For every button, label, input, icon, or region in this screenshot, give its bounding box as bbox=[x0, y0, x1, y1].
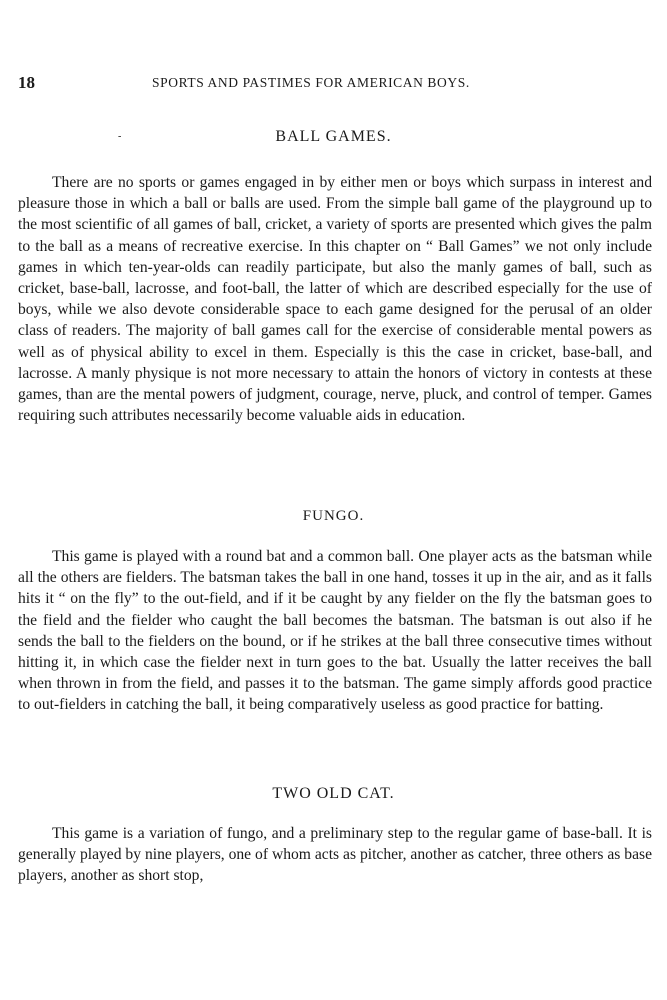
paragraph-two-old-cat: This game is a variation of fungo, and a preliminary step to the regular game of base-ball. It is generally played by nine players, one of whom acts as pitcher, another as catcher, three others as base players, another as short stop, bbox=[18, 825, 652, 885]
section-heading-fungo: FUNGO. bbox=[302, 508, 365, 524]
stray-print-mark: - bbox=[118, 131, 122, 142]
paragraph-fungo: This game is played with a round bat and a common ball. One player acts as the batsman while all the others are fielders. The batsman takes the ball in one hand, tosses it up in the air, and as it falls hits it “ on the fly” to the out-field, and if it be caught by any fielder on the fly the batsman goes to the field and the fielder who caught the ball becomes the batsman. The batsman is out also if he sends the ball to the fielders on the bound, or if he strikes at the ball three consecutive times without hitting it, in which case the fielder next in turn goes to the bat. Usually the latter receives the ball when thrown in from the field, and passes it to the batsman. The game simply affords good practice to out-fielders in catching the ball, it being comparatively useless as good practice for batting. bbox=[18, 548, 652, 714]
paragraph-ball-games: There are no sports or games engaged in by either men or boys which surpass in interest and pleasure those in which a ball or balls are used. From the simple ball game of the playground up to the most scientific of all games of ball, cricket, a variety of sports are presented which gives the palm to the ball as a means of recreative exercise. In this chapter on “ Ball Games” we not only include games in which ten-year-olds can readily participate, but also the manly games of ball, such as cricket, base-ball, lacrosse, and foot-ball, the latter of which are described especially for the use of boys, while we also devote considerable space to each game designed for the perusal of an older class of readers. The majority of ball games call for the exercise of considerable mental powers as well as of physical ability to excel in them. Especially is this the case in cricket, base-ball, and lacrosse. A manly physique is not more necessary to attain the honors of victory in contests at these games, than are the mental powers of judgment, courage, nerve, pluck, and control of temper. Games requiring such attributes necessarily become valuable aids in education. bbox=[18, 174, 652, 425]
running-head bbox=[18, 73, 648, 95]
running-title: SPORTS AND PASTIMES FOR AMERICAN BOYS. bbox=[152, 75, 470, 90]
section-heading-two-old-cat: TWO OLD CAT. bbox=[272, 785, 395, 802]
section-heading-ball-games: BALL GAMES. bbox=[275, 128, 392, 145]
page-number: 18 bbox=[18, 73, 35, 92]
